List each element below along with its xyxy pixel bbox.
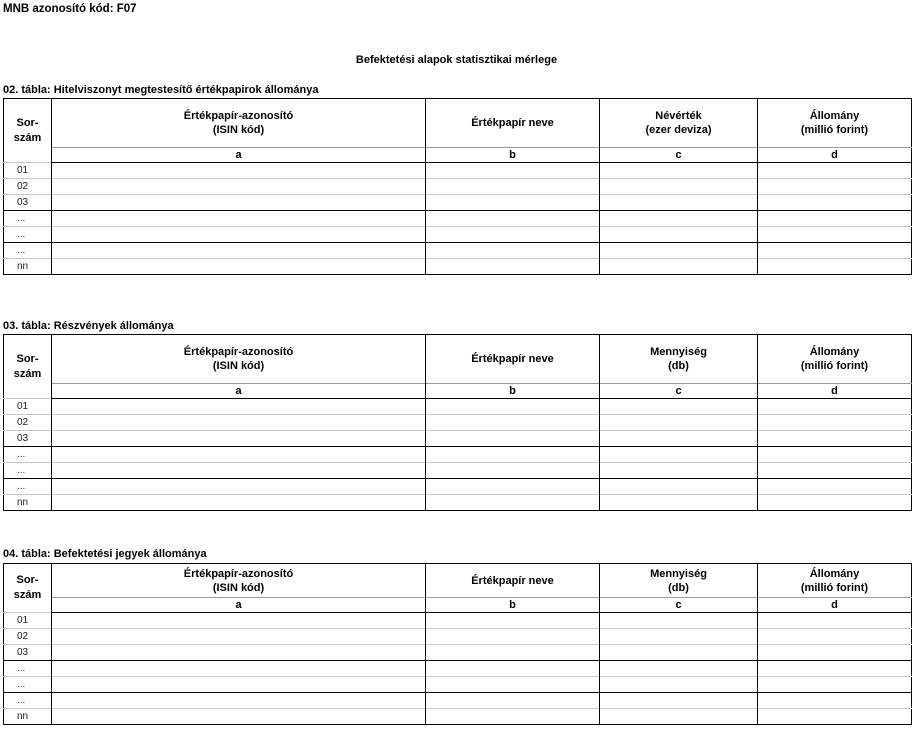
column-letter: c [600,384,758,399]
column-header-line1: Értékpapír-azonosító [183,567,294,580]
row-number: 01 [4,163,52,179]
data-cell[interactable] [758,495,912,511]
column-header [426,99,600,148]
table-row [4,693,912,709]
table-row [4,479,912,495]
column-letter: b [426,384,600,399]
data-cell[interactable] [600,179,758,195]
sorszam-line1: Sor- [16,116,39,129]
data-cell[interactable] [52,399,426,415]
table-row [4,661,912,677]
data-cell[interactable] [52,629,426,645]
data-cell[interactable] [426,693,600,709]
table-row [4,399,912,415]
column-header [758,335,912,384]
data-cell[interactable] [758,163,912,179]
data-cell[interactable] [52,227,426,243]
sorszam-header [4,335,52,399]
data-cell[interactable] [758,613,912,629]
row-number: 01 [4,399,52,415]
sorszam-line2: szám [13,131,42,144]
sorszam-line2: szám [13,367,42,380]
row-number: 02 [4,415,52,431]
column-header-line1: Állomány [809,346,860,358]
sorszam-line2: szám [13,589,42,601]
data-cell[interactable] [758,447,912,463]
column-letter: a [52,148,426,163]
column-letter: a [52,598,426,613]
data-cell[interactable] [52,243,426,259]
sorszam-line1: Sor- [16,574,39,586]
data-cell[interactable] [426,211,600,227]
column-header-line2: (db) [668,581,689,594]
table-row [4,629,912,645]
data-cell[interactable] [758,179,912,195]
data-cell[interactable] [52,447,426,463]
sorszam-header [4,99,52,163]
data-cell[interactable] [600,211,758,227]
table-row [4,677,912,693]
data-cell[interactable] [600,613,758,629]
data-cell[interactable] [600,431,758,447]
row-number: 01 [4,613,52,629]
table-row [4,195,912,211]
data-cell[interactable] [52,645,426,661]
data-cell[interactable] [600,661,758,677]
column-letter: c [600,598,758,613]
data-cell[interactable] [426,645,600,661]
table-row [4,163,912,179]
column-header [600,99,758,148]
data-table [3,334,912,511]
letter-row [4,148,912,163]
row-number: nn [4,259,52,275]
row-number: 03 [4,645,52,661]
data-cell[interactable] [52,259,426,275]
row-number: ... [4,211,52,227]
data-cell[interactable] [758,693,912,709]
table-row [4,211,912,227]
data-cell[interactable] [52,211,426,227]
table-row [4,227,912,243]
table-row [4,495,912,511]
data-table [3,98,912,275]
data-cell[interactable] [758,431,912,447]
column-header-line2: (millió forint) [800,360,869,372]
data-cell[interactable] [758,661,912,677]
data-cell[interactable] [52,163,426,179]
column-header [52,564,426,598]
data-cell[interactable] [758,243,912,259]
column-header-line2: (db) [668,360,689,372]
data-cell[interactable] [600,479,758,495]
row-number: ... [4,243,52,259]
data-cell[interactable] [52,463,426,479]
column-header-line1: Értékpapír-azonosító [183,110,294,122]
column-header-line1: Mennyiség [650,567,707,580]
data-cell[interactable] [52,195,426,211]
data-cell[interactable] [52,431,426,447]
table-row [4,447,912,463]
column-header [426,335,600,384]
data-cell[interactable] [600,259,758,275]
letter-row [4,598,912,613]
column-header-line1: Értékpapír neve [471,353,554,365]
row-number: ... [4,463,52,479]
column-header-line2: (ISIN kód) [212,124,265,136]
data-cell[interactable] [426,613,600,629]
data-cell[interactable] [600,693,758,709]
data-cell[interactable] [600,447,758,463]
column-header-line1: Állomány [809,110,860,122]
row-number: 03 [4,195,52,211]
column-letter: c [600,148,758,163]
row-number: ... [4,479,52,495]
table-row [4,613,912,629]
data-cell[interactable] [600,629,758,645]
column-header [52,335,426,384]
data-cell[interactable] [758,195,912,211]
data-cell[interactable] [426,243,600,259]
table-row [4,243,912,259]
data-cell[interactable] [758,415,912,431]
letter-row [4,384,912,399]
row-number: ... [4,693,52,709]
column-letter: d [758,384,912,399]
data-cell[interactable] [758,645,912,661]
data-cell[interactable] [600,495,758,511]
table-caption: 04. tábla: Befektetési jegyek állománya [3,548,207,560]
data-cell[interactable] [426,227,600,243]
data-cell[interactable] [600,415,758,431]
data-table [3,563,912,725]
column-letter: b [426,598,600,613]
table-caption: 03. tábla: Részvények állománya [3,320,174,332]
data-cell[interactable] [758,463,912,479]
column-header-line1: Mennyiség [650,346,707,358]
column-header [600,335,758,384]
row-number: 02 [4,629,52,645]
row-number: ... [4,661,52,677]
header-row [4,335,912,384]
table-row [4,645,912,661]
data-cell[interactable] [426,195,600,211]
table-row [4,415,912,431]
row-number: nn [4,495,52,511]
column-letter: d [758,598,912,613]
data-cell[interactable] [52,415,426,431]
data-cell[interactable] [52,179,426,195]
column-header-line1: Névérték [655,110,702,122]
table-row [4,431,912,447]
table-row [4,259,912,275]
row-number: ... [4,447,52,463]
data-cell[interactable] [600,195,758,211]
column-letter: a [52,384,426,399]
data-cell[interactable] [600,645,758,661]
column-letter: d [758,148,912,163]
column-header [600,564,758,598]
data-cell[interactable] [52,709,426,725]
data-cell[interactable] [426,463,600,479]
table-caption: 02. tábla: Hitelviszonyt megtestesítő értékpapirok állománya [3,84,319,96]
data-cell[interactable] [52,661,426,677]
data-cell[interactable] [758,709,912,725]
data-cell[interactable] [600,243,758,259]
column-header-line2: (millió forint) [800,581,869,594]
column-header [426,564,600,598]
header-row [4,564,912,598]
data-cell[interactable] [426,629,600,645]
sorszam-line1: Sor- [16,352,39,365]
column-letter: b [426,148,600,163]
data-cell[interactable] [758,399,912,415]
column-header-line2: (ISIN kód) [212,360,265,372]
column-header [758,564,912,598]
column-header-line1: Értékpapír neve [471,574,554,587]
column-header-line1: Értékpapír neve [471,117,554,129]
mnb-code-label: MNB azonosító kód: F07 [3,3,137,15]
data-cell[interactable] [426,661,600,677]
column-header-line2: (ISIN kód) [212,581,265,594]
data-cell[interactable] [52,677,426,693]
data-cell[interactable] [52,479,426,495]
data-cell[interactable] [52,613,426,629]
data-cell[interactable] [52,495,426,511]
row-number: nn [4,709,52,725]
data-cell[interactable] [426,163,600,179]
data-cell[interactable] [426,179,600,195]
data-cell[interactable] [758,211,912,227]
data-cell[interactable] [426,399,600,415]
data-cell[interactable] [758,259,912,275]
data-cell[interactable] [600,399,758,415]
data-cell[interactable] [600,709,758,725]
sorszam-header [4,564,52,613]
column-header-line2: (millió forint) [800,124,869,136]
column-header-line2: (ezer deviza) [645,124,712,136]
data-cell[interactable] [426,495,600,511]
data-cell[interactable] [758,629,912,645]
data-cell[interactable] [426,479,600,495]
data-cell[interactable] [600,227,758,243]
data-cell[interactable] [426,259,600,275]
table-row [4,463,912,479]
data-cell[interactable] [426,447,600,463]
column-header-line1: Értékpapír-azonosító [183,346,294,358]
data-cell[interactable] [758,479,912,495]
column-header [52,99,426,148]
row-number: ... [4,227,52,243]
data-cell[interactable] [758,677,912,693]
data-cell[interactable] [426,431,600,447]
row-number: ... [4,677,52,693]
column-header-line1: Állomány [809,567,860,580]
data-cell[interactable] [52,693,426,709]
row-number: 02 [4,179,52,195]
data-cell[interactable] [600,163,758,179]
data-cell[interactable] [758,227,912,243]
data-cell[interactable] [426,415,600,431]
table-row [4,179,912,195]
data-cell[interactable] [600,677,758,693]
table-row [4,709,912,725]
page-title: Befektetési alapok statisztikai mérlege [355,54,558,66]
data-cell[interactable] [600,463,758,479]
column-header [758,99,912,148]
data-cell[interactable] [426,677,600,693]
row-number: 03 [4,431,52,447]
data-cell[interactable] [426,709,600,725]
header-row [4,99,912,148]
